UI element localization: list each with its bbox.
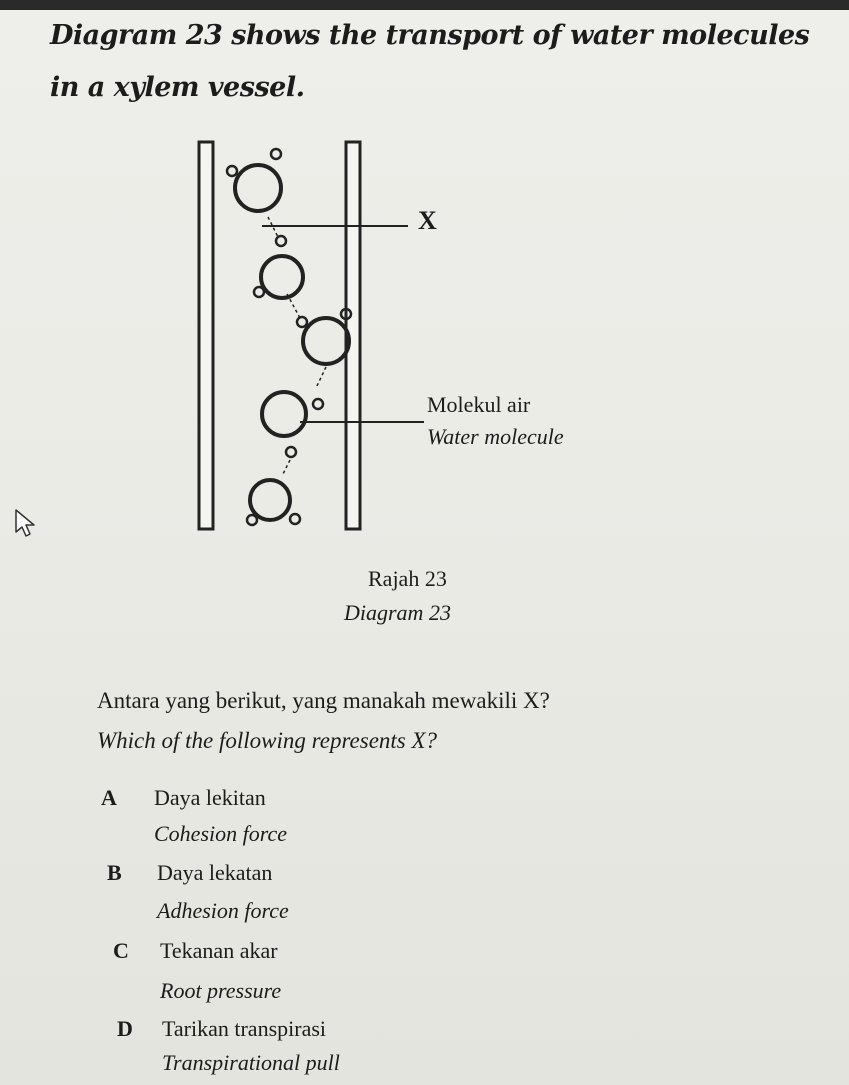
- option-letter: B: [107, 860, 122, 885]
- water-molecule: [254, 236, 303, 298]
- label-water-molecule-malay: Molekul air: [427, 392, 531, 417]
- option-text-english: Transpirational pull: [162, 1050, 340, 1075]
- water-molecule: [297, 309, 351, 364]
- option-text-malay: Daya lekatan: [157, 860, 273, 885]
- option-letter: A: [101, 785, 117, 810]
- water-molecule: [262, 392, 323, 457]
- option-text-malay: Daya lekitan: [154, 785, 266, 810]
- water-molecule: [247, 480, 300, 525]
- option-text-english: Root pressure: [160, 978, 282, 1003]
- diagram-caption-malay: Rajah 23: [368, 566, 447, 591]
- label-water-molecule-english: Water molecule: [427, 424, 564, 449]
- option-text-english: Adhesion force: [157, 898, 289, 923]
- option-text-malay: Tekanan akar: [160, 938, 278, 963]
- option-text-english: Cohesion force: [154, 821, 287, 846]
- xylem-wall-left: [199, 142, 213, 529]
- mouse-pointer-icon: [14, 508, 38, 540]
- label-x: X: [418, 206, 437, 235]
- option-text-malay: Tarikan transpirasi: [162, 1016, 327, 1041]
- question-malay: Antara yang berikut, yang manakah mewakili X?: [97, 688, 550, 713]
- option-letter: C: [113, 938, 129, 963]
- option-letter: D: [117, 1016, 133, 1041]
- question-english: Which of the following represents X?: [97, 728, 438, 753]
- water-molecule: [227, 149, 281, 211]
- diagram-caption-english: Diagram 23: [344, 600, 451, 625]
- question-intro: Diagram 23 shows the transport of water molecules in a xylem vessel.: [50, 20, 810, 103]
